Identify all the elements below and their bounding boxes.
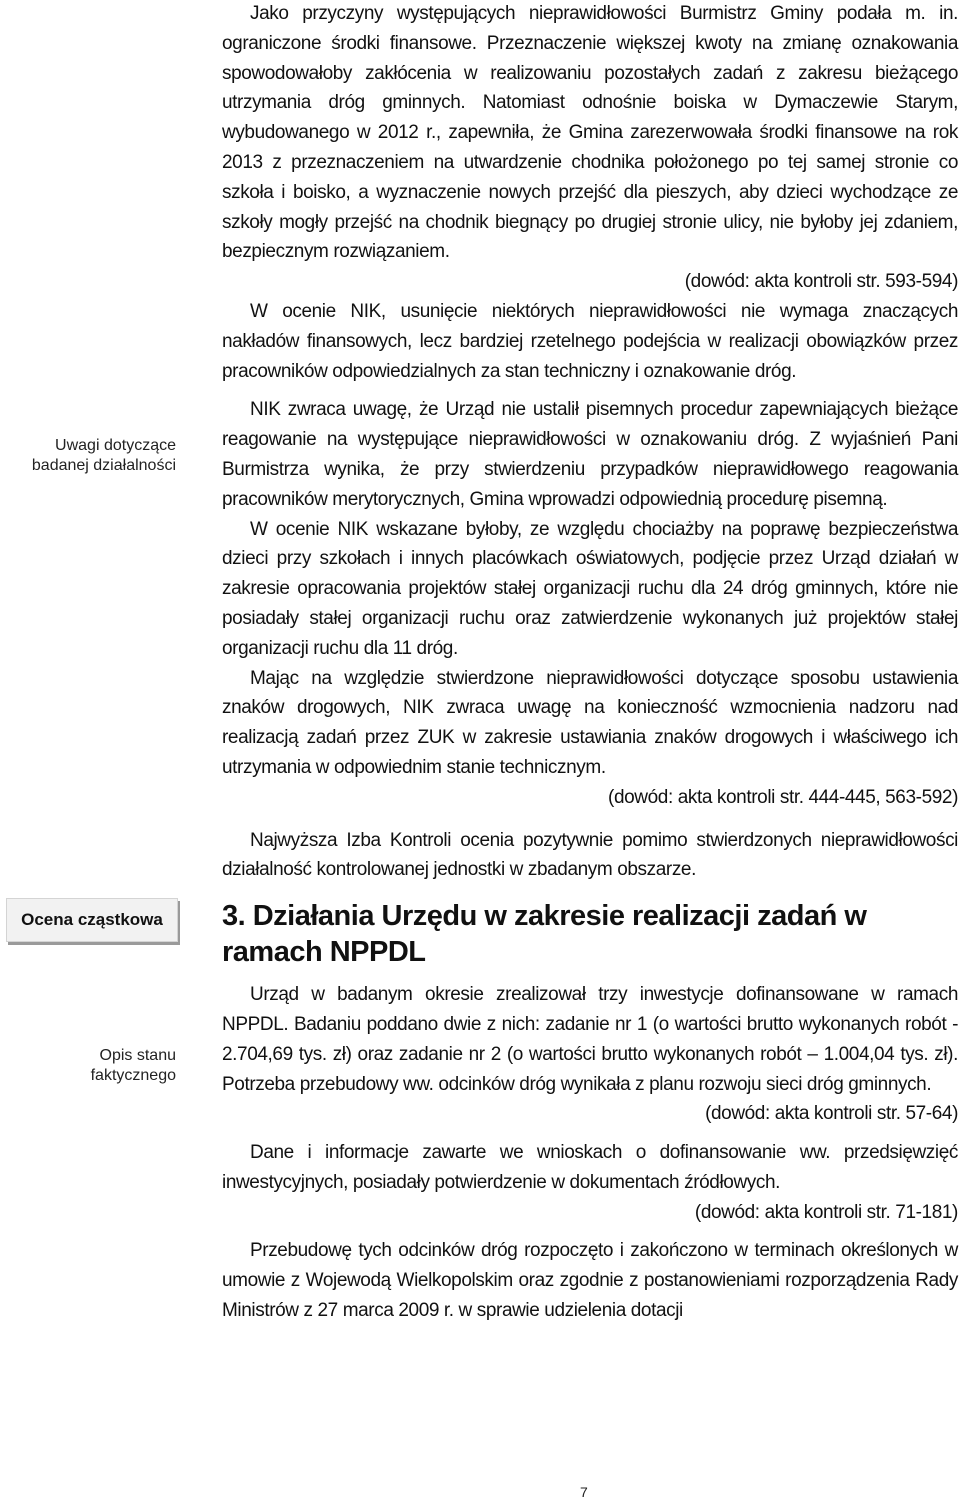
section-heading-3: 3. Działania Urzędu w zakresie realizacji zadań w ramach NPPDL [222, 900, 867, 969]
evidence-ref-71: (dowód: akta kontroli str. 71-181) [694, 1201, 958, 1223]
paragraph-nadzor: Mając na względzie stwierdzone nieprawidłowości dotyczące sposobu ustawienia znaków drogowych, NIK zwraca uwagę na konieczność wzmocnienia nadzoru nad realizacją zadań przez ZUK w zakresie ustawiania znaków drogowych i właściwego ich utrzymania w odpowiednim stanie technicznym. [222, 667, 958, 778]
paragraph-dane: Dane i informacje zawarte we wnioskach o dofinansowanie ww. przedsięwzięć inwestycyjnych, posiadały potwierdzenie w dokumentach źródłowych. [222, 1142, 958, 1193]
evidence-ref-593: (dowód: akta kontroli str. 593-594) [684, 271, 958, 293]
paragraph-przebudowa: Przebudowę tych odcinków dróg rozpoczęto i zakończono w terminach określonych w umowie z Wojewodą Wielkopolskim oraz zgodnie z postanowieniami rozporządzenia Rady Ministrów z 27 marca 2009 r. w sprawie udzielenia dotacji [222, 1240, 958, 1322]
paragraph-przyczyny: Jako przyczyny występujących nieprawidłowości Burmistrz Gminy podała m. in. ograniczone środki finansowe. Przeznaczenie większej kwoty na zmianę oznakowania spowodowałoby zakłócenia w realizowaniu pozostałych zadań z zakresu bieżącego utrzymania dróg gminnych. Natomiast odnośnie boiska w Dymaczewie Starym, wybudowanego w 2012 r., zapewniła, że Gmina zarezerwowała środki finansowe na rok 2013 z przeznaczeniem na utwardzenie chodnika położonego po tej samej stronie co szkoła i boisko, a wyznaczenie nowych przejść dla pieszych, aby dzieci wychodzące ze szkoły mogły przejść na chodnik biegnący po drugiej stronie ulicy, nie byłoby jej zdaniem, bezpiecznym rozwiązaniem. [222, 3, 958, 263]
evidence-ref-444: (dowód: akta kontroli str. 444-445, 563-592) [608, 786, 958, 808]
page-number: 7 [580, 1484, 588, 1500]
main-text-column [222, 0, 958, 1326]
evidence-ref-57: (dowód: akta kontroli str. 57-64) [705, 1103, 958, 1125]
paragraph-ocena-nik-2: W ocenie NIK wskazane byłoby, ze względu chociażby na poprawę bezpieczeństwa dzieci przy szkołach i innych placówkach oświatowych, podjęcie przez Urząd działań w zakresie opracowania projektów stałej organizacji ruchu dla 24 dróg gminnych, które nie posiadały stałej organizacji ruchu oraz zatwierdzenie wykonanych już projektów stałej organizacji ruchu dla 11 dróg. [222, 518, 958, 659]
paragraph-ocena-nik-1: W ocenie NIK, usunięcie niektórych nieprawidłowości nie wymaga znaczących nakładów finansowych, lecz bardziej rzetelnego podejścia w realizacji obowiązków przez pracowników odpowiedzialnych za stan techniczny i oznakowanie dróg. [222, 300, 958, 382]
side-label-uwagi: Uwagi dotyczące badanej działalności [31, 437, 176, 474]
paragraph-inwestycje: Urząd w badanym okresie zrealizował trzy inwestycje dofinansowane w ramach NPPDL. Badaniu poddano dwie z nich: zadanie nr 1 (o wartości brutto wykonanych robót - 2.704,69 tys. zł) oraz zadanie nr 2 (o wartości brutto wykonanych robót – 1.004,04 tys. zł). Potrzeba przebudowy ww. odcinków dróg wynikała z planu rozwoju sieci dróg gminnych. [222, 984, 958, 1095]
side-box-ocena: Ocena cząstkowa [6, 898, 178, 942]
paragraph-ocena-pozytywna: Najwyższa Izba Kontroli ocenia pozytywnie pomimo stwierdzonych nieprawidłowości działalność kontrolowanej jednostki w zbadanym obszarze. [222, 829, 958, 881]
paragraph-procedury: NIK zwraca uwagę, że Urząd nie ustalił pisemnych procedur zapewniających bieżące reagowanie na występujące nieprawidłowości w oznakowaniu dróg. Z wyjaśnień Pani Burmistrza wynika, że przy stwierdzeniu przypadków nieprawidłowego reagowania pracowników merytorycznych, Gmina wprowadzi odpowiednią procedurę pisemną. [222, 399, 958, 510]
side-label-opis: Opis stanu faktycznego [90, 1047, 176, 1084]
